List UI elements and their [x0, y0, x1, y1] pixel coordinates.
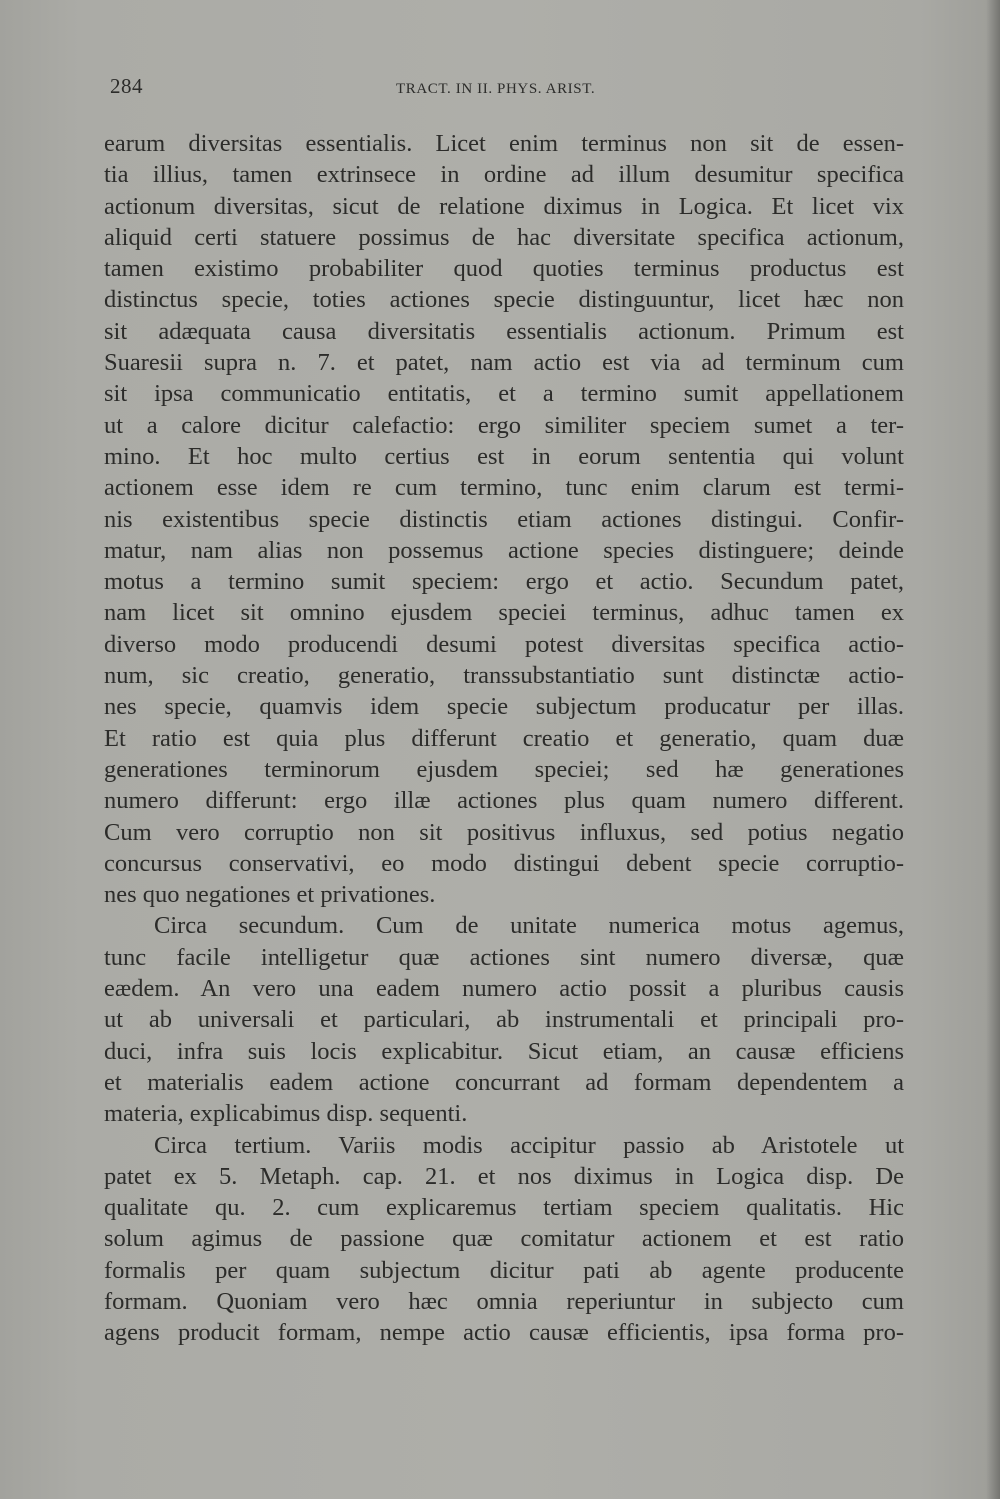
text-line: distinctus specie, toties actiones specie distinguuntur, licet hæc non — [104, 286, 904, 314]
text-line: eædem. An vero una eadem numero actio possit a pluribus causis — [104, 975, 904, 1003]
text-line: ut a calore dicitur calefactio: ergo similiter speciem sumet a ter- — [104, 411, 904, 439]
text-line: et materialis eadem actione concurrant ad formam dependentem a — [104, 1068, 904, 1096]
text-line: sit adæquata causa diversitatis essentialis actionum. Primum est — [104, 317, 904, 345]
text-line: solum agimus de passione quæ comitatur actionem et est ratio — [104, 1225, 904, 1253]
text-line: agens producit formam, nempe actio causæ efficientis, ipsa forma pro- — [104, 1319, 904, 1347]
text-line: tamen existimo probabiliter quod quoties terminus productus est — [104, 255, 904, 283]
text-line: Et ratio est quia plus differunt creatio et generatio, quam duæ — [104, 724, 904, 752]
text-line: formam. Quoniam vero hæc omnia reperiuntur in subjecto cum — [104, 1287, 904, 1315]
text-line: earum diversitas essentialis. Licet enim terminus non sit de essen- — [104, 130, 904, 157]
text-line: sit ipsa communicatio entitatis, et a termino sumit appellationem — [104, 380, 904, 408]
paragraph-start-line: Circa secundum. Cum de unitate numerica motus agemus, — [154, 912, 904, 940]
text-line: diverso modo producendi desumi potest diversitas specifica actio- — [104, 630, 904, 658]
text-line: formalis per quam subjectum dicitur pati ab agente producente — [104, 1256, 904, 1284]
text-line: nam licet sit omnino ejusdem speciei terminus, adhuc tamen ex — [104, 599, 904, 627]
text-line: actionem esse idem re cum termino, tunc enim clarum est termi- — [104, 474, 904, 502]
running-head: TRACT. IN II. PHYS. ARIST. — [396, 81, 596, 97]
text-line: tia illius, tamen extrinsece in ordine ad illum desumitur specifica — [104, 161, 904, 189]
page-header — [0, 72, 1000, 106]
body-text — [104, 128, 904, 1349]
text-line: matur, nam alias non possemus actione species distinguere; deinde — [104, 536, 904, 564]
paragraph-start-line: Circa tertium. Variis modis accipitur passio ab Aristotele ut — [154, 1131, 904, 1159]
page-edge-shadow — [986, 0, 1000, 1499]
text-line: nes specie, quamvis idem specie subjectum producatur per illas. — [104, 693, 904, 721]
text-line: Cum vero corruptio non sit positivus influxus, sed potius negatio — [104, 818, 904, 846]
text-line: mino. Et hoc multo certius est in eorum sententia qui volunt — [104, 442, 904, 470]
text-line: tunc facile intelligetur quæ actiones sint numero diversæ, quæ — [104, 943, 904, 971]
text-line: Suaresii supra n. 7. et patet, nam actio est via ad terminum cum — [104, 349, 904, 377]
text-line: ut ab universali et particulari, ab instrumentali et principali pro- — [104, 1006, 904, 1034]
text-line: aliquid certi statuere possimus de hac diversitate specifica actionum, — [104, 223, 904, 251]
text-line: generationes terminorum ejusdem speciei; sed hæ generationes — [104, 755, 904, 783]
text-line: motus a termino sumit speciem: ergo et actio. Secundum patet, — [104, 568, 904, 596]
text-line: nis existentibus specie distinctis etiam actiones distingui. Confir- — [104, 505, 904, 533]
paragraph-end-line: nes quo negationes et privationes. — [104, 881, 436, 909]
text-line: qualitate qu. 2. cum explicaremus tertiam speciem qualitatis. Hic — [104, 1194, 904, 1222]
text-line: numero differunt: ergo illæ actiones plus quam numero different. — [104, 787, 904, 815]
text-line: concursus conservativi, eo modo distingui debent specie corruptio- — [104, 849, 904, 877]
text-line: duci, infra suis locis explicabitur. Sicut etiam, an causæ efficiens — [104, 1037, 904, 1065]
text-line: patet ex 5. Metaph. cap. 21. et nos diximus in Logica disp. De — [104, 1162, 904, 1190]
text-line: num, sic creatio, generatio, transsubstantiatio sunt distinctæ actio- — [104, 662, 904, 690]
paragraph-end-line: materia, explicabimus disp. sequenti. — [104, 1100, 468, 1128]
text-line: actionum diversitas, sicut de relatione diximus in Logica. Et licet vix — [104, 192, 904, 220]
page-number: 284 — [110, 74, 143, 98]
